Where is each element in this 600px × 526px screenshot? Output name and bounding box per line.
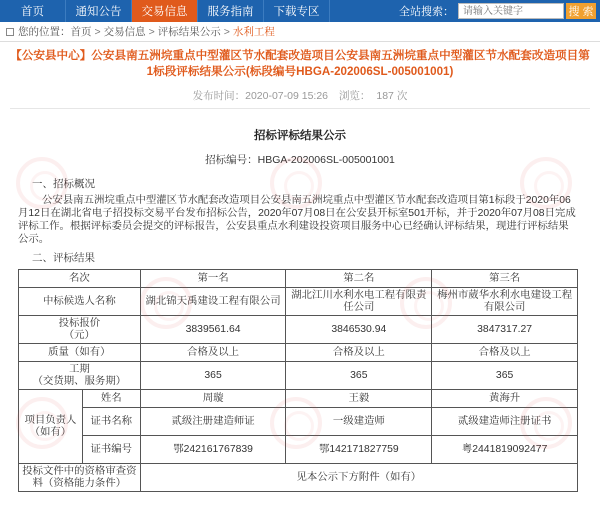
breadcrumb-results[interactable]: 评标结果公示 xyxy=(157,26,221,38)
breadcrumb-prefix: 您的位置： xyxy=(18,26,71,38)
breadcrumb xyxy=(0,22,600,42)
breadcrumb-separator: > xyxy=(223,25,230,38)
location-icon xyxy=(6,28,14,36)
table-cell: 中标候选人名称 xyxy=(19,288,141,316)
breadcrumb-trade-info[interactable]: 交易信息 xyxy=(103,26,146,38)
section-overview-heading: 一、招标概况 xyxy=(32,178,95,190)
table-cell: 王毅 xyxy=(286,390,432,408)
table-cell: 粤2441819092477 xyxy=(432,436,578,464)
table-cell: 湖北锦天禹建设工程有限公司 xyxy=(140,288,286,316)
table-cell: 一级建造师 xyxy=(286,408,432,436)
bid-number: 招标编号：HBGA-202006SL-005001001 xyxy=(205,154,395,166)
views-label: 浏览： 187 次 xyxy=(338,90,408,102)
table-cell: 项目负责人（如有） xyxy=(19,390,83,464)
results-table xyxy=(18,269,578,492)
table-row xyxy=(19,362,578,390)
table-cell: 3847317.27 xyxy=(432,316,578,344)
table-cell: 投标报价 （元） xyxy=(19,316,141,344)
table-row xyxy=(19,270,578,288)
article-body xyxy=(0,127,600,492)
table-cell: 365 xyxy=(432,362,578,390)
views-count: 187 xyxy=(376,90,394,102)
table-cell: 黄海升 xyxy=(432,390,578,408)
table-cell: 贰级建造师注册证书 xyxy=(432,408,578,436)
nav-home[interactable]: 首页 xyxy=(0,0,66,22)
table-cell: 合格及以上 xyxy=(286,344,432,362)
table-header-cell: 第三名 xyxy=(432,270,578,288)
table-row xyxy=(19,436,578,464)
search-input[interactable] xyxy=(458,3,564,19)
doc-heading: 招标评标结果公示 xyxy=(254,130,346,142)
table-row xyxy=(19,408,578,436)
table-cell: 质量（如有） xyxy=(19,344,141,362)
divider xyxy=(10,108,590,109)
table-row xyxy=(19,390,578,408)
table-cell: 梅州市葳华水利水电建设工程有限公司 xyxy=(432,288,578,316)
article-title: 【公安县中心】公安县南五洲垸重点中型灌区节水配套改造项目公安县南五洲垸重点中型灌区节水配套改造项目第1标段评标结果公示(标段编号HBGA-202006SL-005001001) xyxy=(10,49,590,78)
table-header-cell: 第二名 xyxy=(286,270,432,288)
table-cell: 投标文件中的资格审查资料（资格能力条件） xyxy=(19,464,141,492)
publish-time: 发布时间：2020-07-09 15:26 xyxy=(192,90,329,102)
table-cell: 证书编号 xyxy=(82,436,140,464)
table-cell: 3846530.94 xyxy=(286,316,432,344)
breadcrumb-separator: > xyxy=(94,25,101,38)
table-cell: 湖北江川水利水电工程有限责任公司 xyxy=(286,288,432,316)
table-cell: 姓名 xyxy=(82,390,140,408)
table-cell: 工期 （交货期、服务期） xyxy=(19,362,141,390)
table-header-cell: 名次 xyxy=(19,270,141,288)
article-meta xyxy=(0,88,600,102)
overview-paragraph: 公安县南五洲垸重点中型灌区节水配套改造项目公安县南五洲垸重点中型灌区节水配套改造项目第1标段于2020年06月12日在湖北省电子招投标交易平台发布招标公告，2020年07月08日在公安县开标室501开标，并于2020年07月08日完成评标工作。根据评标委员会提交的评标报告，公安县重点水利建设投资项目服务中心已经确认评标结果，现进行评标结果公示。 xyxy=(18,195,576,245)
table-row xyxy=(19,344,578,362)
nav-trade-info[interactable]: 交易信息 xyxy=(132,0,198,22)
table-cell: 证书名称 xyxy=(82,408,140,436)
nav-notices[interactable]: 通知公告 xyxy=(66,0,132,22)
breadcrumb-home[interactable]: 首页 xyxy=(70,26,92,38)
table-cell: 3839561.64 xyxy=(140,316,286,344)
table-row xyxy=(19,288,578,316)
breadcrumb-separator: > xyxy=(148,25,155,38)
table-cell: 鄂142171827759 xyxy=(286,436,432,464)
search-button[interactable]: 搜 索 xyxy=(566,3,596,19)
nav-downloads[interactable]: 下载专区 xyxy=(264,0,330,22)
top-nav xyxy=(0,0,600,22)
section-results-heading: 二、评标结果 xyxy=(32,252,95,264)
nav-service-guide[interactable]: 服务指南 xyxy=(198,0,264,22)
table-row xyxy=(19,316,578,344)
table-cell: 365 xyxy=(286,362,432,390)
search-label: 全站搜索： xyxy=(399,6,454,18)
table-cell: 周璇 xyxy=(140,390,286,408)
table-cell: 鄂242161767839 xyxy=(140,436,286,464)
table-header-cell: 第一名 xyxy=(140,270,286,288)
table-cell: 贰级注册建造师证 xyxy=(140,408,286,436)
site-search xyxy=(399,3,596,19)
breadcrumb-current[interactable]: 水利工程 xyxy=(232,26,275,38)
table-cell: 365 xyxy=(140,362,286,390)
table-cell: 合格及以上 xyxy=(140,344,286,362)
table-cell: 合格及以上 xyxy=(432,344,578,362)
table-row xyxy=(19,464,578,492)
table-cell: 见本公示下方附件（如有） xyxy=(140,464,577,492)
